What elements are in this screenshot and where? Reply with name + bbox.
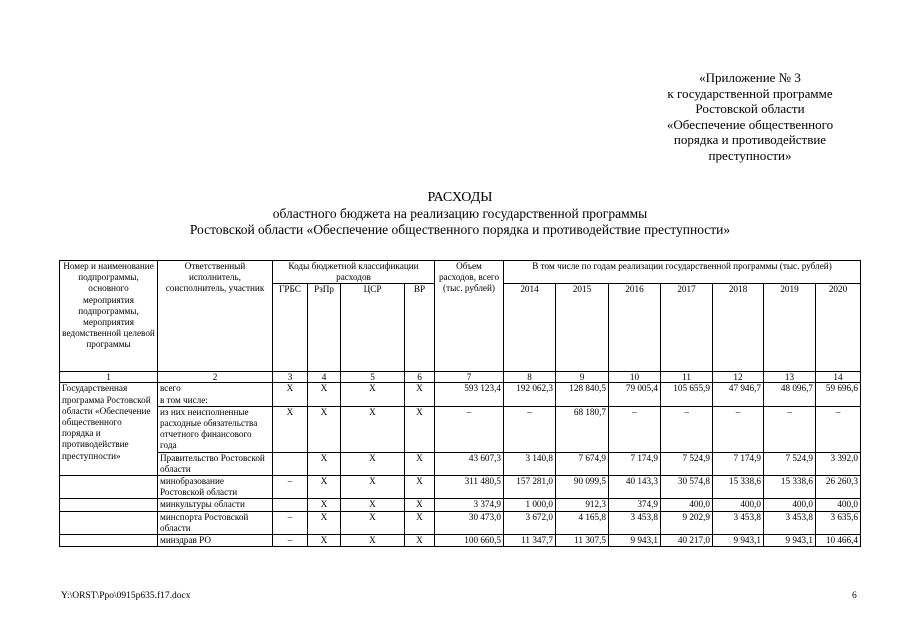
year-cell: –: [504, 406, 556, 452]
year-cell: 11 307,5: [556, 535, 609, 547]
csr-cell: X: [341, 406, 405, 452]
year-cell: 59 696,6: [816, 383, 861, 406]
column-index: 5: [341, 372, 405, 383]
year-cell: 3 453,8: [764, 511, 816, 534]
year-cell: 7 674,9: [556, 452, 609, 475]
executor-cell: минздрав РО: [158, 535, 273, 547]
year-cell: 7 524,9: [764, 452, 816, 475]
year-cell: 3 635,6: [816, 511, 861, 534]
document-title: [60, 190, 860, 238]
executor-cell: Правительство Ростовской области: [158, 452, 273, 475]
appendix-line: к государственной программе: [667, 85, 833, 101]
header-executor: Ответственный исполнитель, соисполнитель, участник: [158, 261, 273, 372]
vr-cell: X: [405, 406, 435, 452]
column-index: 9: [556, 372, 609, 383]
header-year: 2017: [661, 284, 713, 372]
year-cell: –: [609, 406, 661, 452]
year-cell: 105 655,9: [661, 383, 713, 406]
year-cell: 9 943,1: [713, 535, 764, 547]
executor-cell: минобразование Ростовской области: [158, 476, 273, 499]
year-cell: 30 574,8: [661, 476, 713, 499]
year-cell: 400,0: [661, 499, 713, 511]
year-cell: 912,3: [556, 499, 609, 511]
grbs-cell: –: [273, 535, 308, 547]
year-cell: 40 143,3: [609, 476, 661, 499]
header-year: 2016: [609, 284, 661, 372]
header-total: Объем расходов, всего (тыс. рублей): [435, 261, 504, 372]
vr-cell: X: [405, 499, 435, 511]
rzpr-cell: X: [308, 535, 341, 547]
year-cell: 1 000,0: [504, 499, 556, 511]
page-number: 6: [852, 591, 857, 601]
year-cell: 3 392,0: [816, 452, 861, 475]
vr-cell: X: [405, 383, 435, 406]
table-row: [60, 511, 861, 534]
executor-cell: минспорта Ростовской области: [158, 511, 273, 534]
grbs-cell: [273, 452, 308, 475]
vr-cell: X: [405, 511, 435, 534]
executor-cell: всего в том числе:: [158, 383, 273, 406]
rzpr-cell: X: [308, 383, 341, 406]
year-cell: 400,0: [764, 499, 816, 511]
column-index-row: [60, 372, 861, 383]
csr-cell: X: [341, 535, 405, 547]
appendix-line: преступности»: [708, 147, 792, 163]
grbs-cell: –: [273, 511, 308, 534]
header-grbs: ГРБС: [273, 284, 308, 372]
csr-cell: X: [341, 476, 405, 499]
year-cell: 400,0: [713, 499, 764, 511]
year-cell: 15 338,6: [764, 476, 816, 499]
year-cell: –: [713, 406, 764, 452]
table-row: [60, 535, 861, 547]
title-line-3: Ростовской области «Обеспечение общественного порядка и противодействие преступности»: [189, 222, 731, 237]
header-number-name: Номер и наименование подпрограммы, основного мероприятия подпрограммы, мероприятия ведомственной целевой программы: [60, 261, 158, 372]
year-cell: 374,9: [609, 499, 661, 511]
header-vr: ВР: [405, 284, 435, 372]
header-row-1: [60, 261, 861, 284]
header-year: 2014: [504, 284, 556, 372]
table-row: [60, 499, 861, 511]
rzpr-cell: X: [308, 406, 341, 452]
total-cell: 311 480,5: [435, 476, 504, 499]
year-cell: 192 062,3: [504, 383, 556, 406]
grbs-cell: –: [273, 476, 308, 499]
executor-cell: минкультуры области: [158, 499, 273, 511]
total-cell: 100 660,5: [435, 535, 504, 547]
footer-file-path: Y:\ORST\Ppo\0915p635.f17.docx: [61, 591, 191, 601]
column-index: 4: [308, 372, 341, 383]
program-name-continuation: [60, 511, 158, 534]
total-cell: 3 374,9: [435, 499, 504, 511]
column-index: 10: [609, 372, 661, 383]
year-cell: 7 174,9: [713, 452, 764, 475]
program-name-cell: Государственная программа Ростовской области «Обеспечение общественного порядка и противодействие преступности»: [60, 383, 158, 476]
vr-cell: X: [405, 476, 435, 499]
header-year: 2015: [556, 284, 609, 372]
column-index: 8: [504, 372, 556, 383]
year-cell: 3 672,0: [504, 511, 556, 534]
table-row: [60, 476, 861, 499]
rzpr-cell: X: [308, 511, 341, 534]
grbs-cell: X: [273, 383, 308, 406]
year-cell: 9 202,9: [661, 511, 713, 534]
header-year: 2020: [816, 284, 861, 372]
csr-cell: X: [341, 511, 405, 534]
appendix-line: Ростовской области: [695, 101, 805, 116]
header-rzpr: РзПр: [308, 284, 341, 372]
total-cell: 593 123,4: [435, 383, 504, 406]
appendix-line: «Приложение № 3: [699, 70, 801, 85]
year-cell: –: [661, 406, 713, 452]
column-index: 6: [405, 372, 435, 383]
grbs-cell: [273, 499, 308, 511]
table-row: [60, 383, 861, 406]
year-cell: –: [764, 406, 816, 452]
year-cell: 47 946,7: [713, 383, 764, 406]
column-index: 2: [158, 372, 273, 383]
header-year: 2019: [764, 284, 816, 372]
column-index: 1: [60, 372, 158, 383]
year-cell: 11 347,7: [504, 535, 556, 547]
year-cell: 68 180,7: [556, 406, 609, 452]
column-index: 12: [713, 372, 764, 383]
year-cell: 40 217,0: [661, 535, 713, 547]
year-cell: 79 005,4: [609, 383, 661, 406]
year-cell: 157 281,0: [504, 476, 556, 499]
executor-cell: из них неисполненные расходные обязательства отчетного финансового года: [158, 406, 273, 452]
header-year: 2018: [713, 284, 764, 372]
vr-cell: X: [405, 535, 435, 547]
year-cell: 3 140,8: [504, 452, 556, 475]
csr-cell: X: [341, 499, 405, 511]
appendix-line: порядка и противодействие: [673, 132, 827, 147]
year-cell: –: [816, 406, 861, 452]
title-line-1: РАСХОДЫ: [427, 190, 493, 205]
appendix-note: [620, 70, 880, 163]
year-cell: 48 096,7: [764, 383, 816, 406]
title-line-2: областного бюджета на реализацию государственной программы: [272, 206, 648, 221]
table-row: [60, 452, 861, 475]
year-cell: 7 174,9: [609, 452, 661, 475]
column-index: 11: [661, 372, 713, 383]
year-cell: 10 466,4: [816, 535, 861, 547]
vr-cell: X: [405, 452, 435, 475]
year-cell: 4 165,8: [556, 511, 609, 534]
column-index: 13: [764, 372, 816, 383]
year-cell: 400,0: [816, 499, 861, 511]
program-name-continuation: [60, 476, 158, 499]
grbs-cell: X: [273, 406, 308, 452]
column-index: 14: [816, 372, 861, 383]
table-row: [60, 406, 861, 452]
csr-cell: X: [341, 452, 405, 475]
rzpr-cell: X: [308, 476, 341, 499]
year-cell: 26 260,3: [816, 476, 861, 499]
year-cell: 9 943,1: [609, 535, 661, 547]
csr-cell: X: [341, 383, 405, 406]
appendix-line: «Обеспечение общественного: [666, 116, 834, 132]
program-name-continuation: [60, 535, 158, 547]
year-cell: 9 943,1: [764, 535, 816, 547]
year-cell: 3 453,8: [609, 511, 661, 534]
year-cell: 128 840,5: [556, 383, 609, 406]
column-index: 7: [435, 372, 504, 383]
header-csr: ЦСР: [341, 284, 405, 372]
column-index: 3: [273, 372, 308, 383]
year-cell: 3 453,8: [713, 511, 764, 534]
year-cell: 90 099,5: [556, 476, 609, 499]
rzpr-cell: X: [308, 452, 341, 475]
year-cell: 7 524,9: [661, 452, 713, 475]
program-name-continuation: [60, 499, 158, 511]
year-cell: 15 338,6: [713, 476, 764, 499]
header-years-group: В том числе по годам реализации государственной программы (тыс. рублей): [504, 261, 861, 284]
total-cell: 30 473,0: [435, 511, 504, 534]
header-codes: Коды бюджетной классификации расходов: [273, 261, 435, 284]
total-cell: 43 607,3: [435, 452, 504, 475]
rzpr-cell: X: [308, 499, 341, 511]
expenses-table: [59, 260, 861, 547]
total-cell: –: [435, 406, 504, 452]
